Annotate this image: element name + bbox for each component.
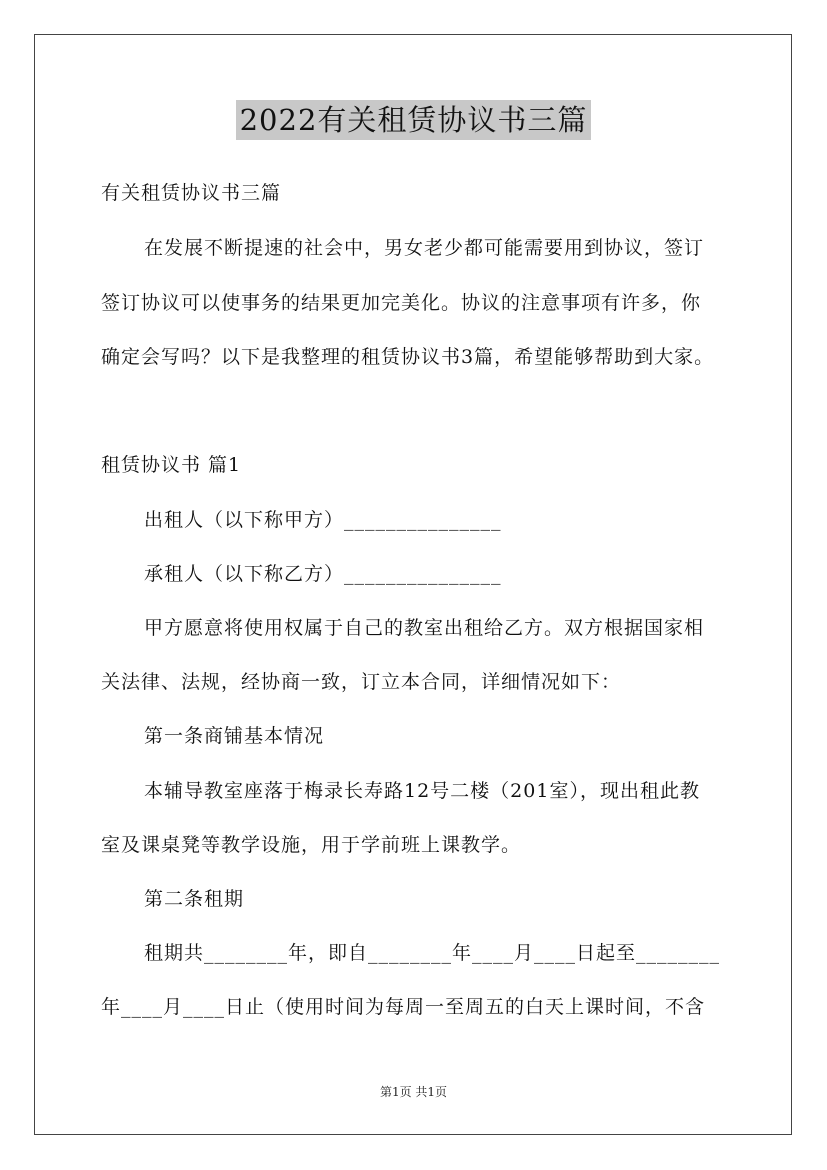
page-number: 第1页 共1页 xyxy=(379,1085,448,1099)
paragraph-line: 签订协议可以使事务的结果更加完美化。协议的注意事项有许多，你 xyxy=(101,292,702,314)
paragraph-line: 出租人（以下称甲方）_______________ xyxy=(144,509,502,531)
clause-heading: 第一条商铺基本情况 xyxy=(144,725,325,747)
subtitle: 有关租赁协议书三篇 xyxy=(101,182,282,204)
paragraph-line: 确定会写吗？以下是我整理的租赁协议书3篇，希望能够帮助到大家。 xyxy=(101,346,715,368)
paragraph-line: 室及课桌凳等教学设施，用于学前班上课教学。 xyxy=(101,834,522,856)
paragraph-line: 关法律、法规，经协商一致，订立本合同，详细情况如下： xyxy=(101,671,622,693)
paragraph-line: 承租人（以下称乙方）_______________ xyxy=(144,563,502,585)
paragraph-line: 租期共________年，即自________年____月____日起至________ xyxy=(144,942,721,964)
title-container xyxy=(0,100,827,140)
paragraph-line: 年____月____日止（使用时间为每周一至周五的白天上课时间，不含 xyxy=(101,996,706,1018)
section-heading: 租赁协议书 篇1 xyxy=(101,454,242,476)
paragraph-line: 甲方愿意将使用权属于自己的教室出租给乙方。双方根据国家相 xyxy=(144,617,705,639)
document-title: 2022有关租赁协议书三篇 xyxy=(236,100,592,140)
paragraph-line: 在发展不断提速的社会中，男女老少都可能需要用到协议，签订 xyxy=(144,237,705,259)
clause-heading: 第二条租期 xyxy=(144,888,245,910)
paragraph-line: 本辅导教室座落于梅录长寿路12号二楼（201室），现出租此教 xyxy=(144,780,700,802)
